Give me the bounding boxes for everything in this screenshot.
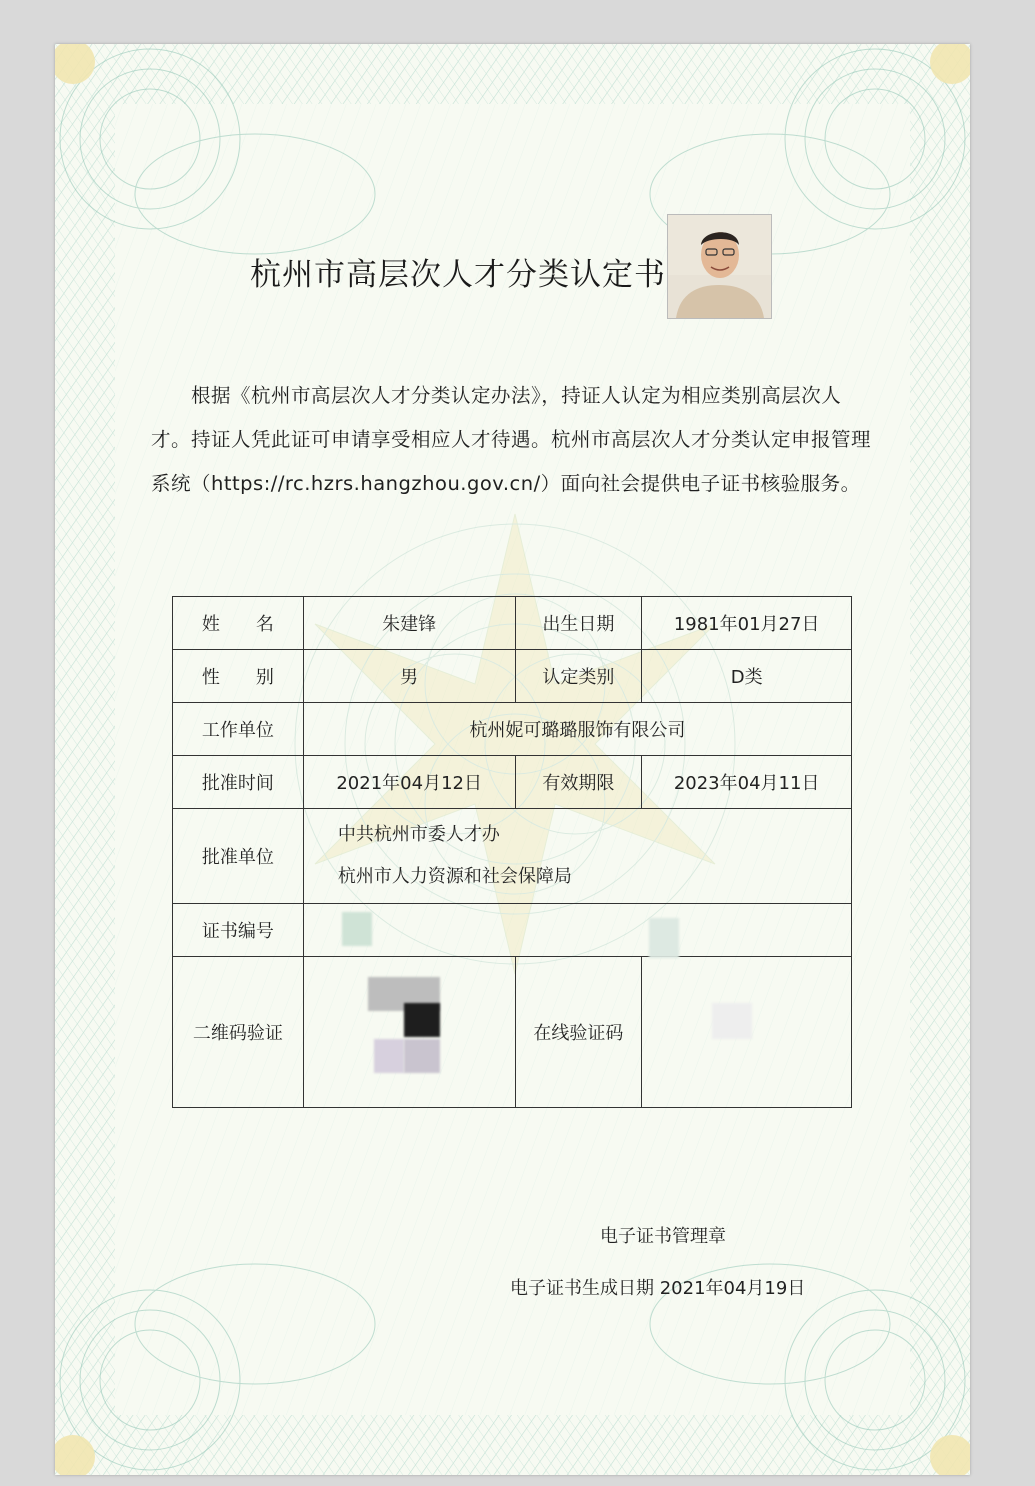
table-row <box>173 904 852 957</box>
table-row <box>173 650 852 703</box>
employer-value: 杭州妮可璐璐服饰有限公司 <box>303 703 851 756</box>
qr-pixel <box>404 1039 440 1073</box>
portrait-image <box>668 215 771 318</box>
certificate-title: 杭州市高层次人才分类认定书 <box>250 257 666 293</box>
category-label: 认定类别 <box>515 650 642 703</box>
table-row <box>173 756 852 809</box>
table-row <box>173 809 852 904</box>
birth-label: 出生日期 <box>515 597 642 650</box>
approver-value <box>303 809 851 904</box>
employer-label: 工作单位 <box>173 703 304 756</box>
approver-label: 批准单位 <box>173 809 304 904</box>
intro-paragraph: 根据《杭州市高层次人才分类认定办法》，持证人认定为相应类别高层次人才。持证人凭此证可申请享受相应人才待遇。杭州市高层次人才分类认定申报管理系统（https://rc.hzrs.hangzhou.gov.cn/）面向社会提供电子证书核验服务。 <box>151 384 872 495</box>
approver-line-2: 杭州市人力资源和社会保障局 <box>337 866 572 887</box>
online-code-label: 在线验证码 <box>515 957 642 1108</box>
seal-label: 电子证书管理章 <box>600 1226 726 1247</box>
generated-date: 电子证书生成日期 2021年04月19日 <box>510 1278 806 1299</box>
validity-value: 2023年04月11日 <box>642 756 852 809</box>
cert-no-label: 证书编号 <box>173 904 304 957</box>
approve-date-value: 2021年04月12日 <box>303 756 515 809</box>
redaction-block <box>649 918 679 958</box>
table-row <box>173 597 852 650</box>
table-row <box>173 957 852 1108</box>
qr-pixel <box>374 1039 404 1073</box>
name-label: 姓 名 <box>173 597 304 650</box>
cert-no-value-redacted <box>303 904 851 957</box>
redaction-block <box>712 1003 752 1039</box>
birth-value: 1981年01月27日 <box>642 597 852 650</box>
qr-label: 二维码验证 <box>173 957 304 1108</box>
certificate-page <box>55 44 970 1475</box>
gender-label: 性 别 <box>173 650 304 703</box>
online-code-redacted <box>642 957 852 1108</box>
info-table <box>172 596 852 1108</box>
qr-code-redacted <box>303 957 515 1108</box>
approver-line-1: 中共杭州市委人才办 <box>337 824 500 845</box>
holder-photo <box>667 214 772 319</box>
table-row <box>173 703 852 756</box>
redaction-block <box>342 912 372 946</box>
gender-value: 男 <box>303 650 515 703</box>
validity-label: 有效期限 <box>515 756 642 809</box>
category-value: D类 <box>642 650 852 703</box>
name-value: 朱建锋 <box>303 597 515 650</box>
approve-date-label: 批准时间 <box>173 756 304 809</box>
qr-pixel <box>404 1003 440 1037</box>
